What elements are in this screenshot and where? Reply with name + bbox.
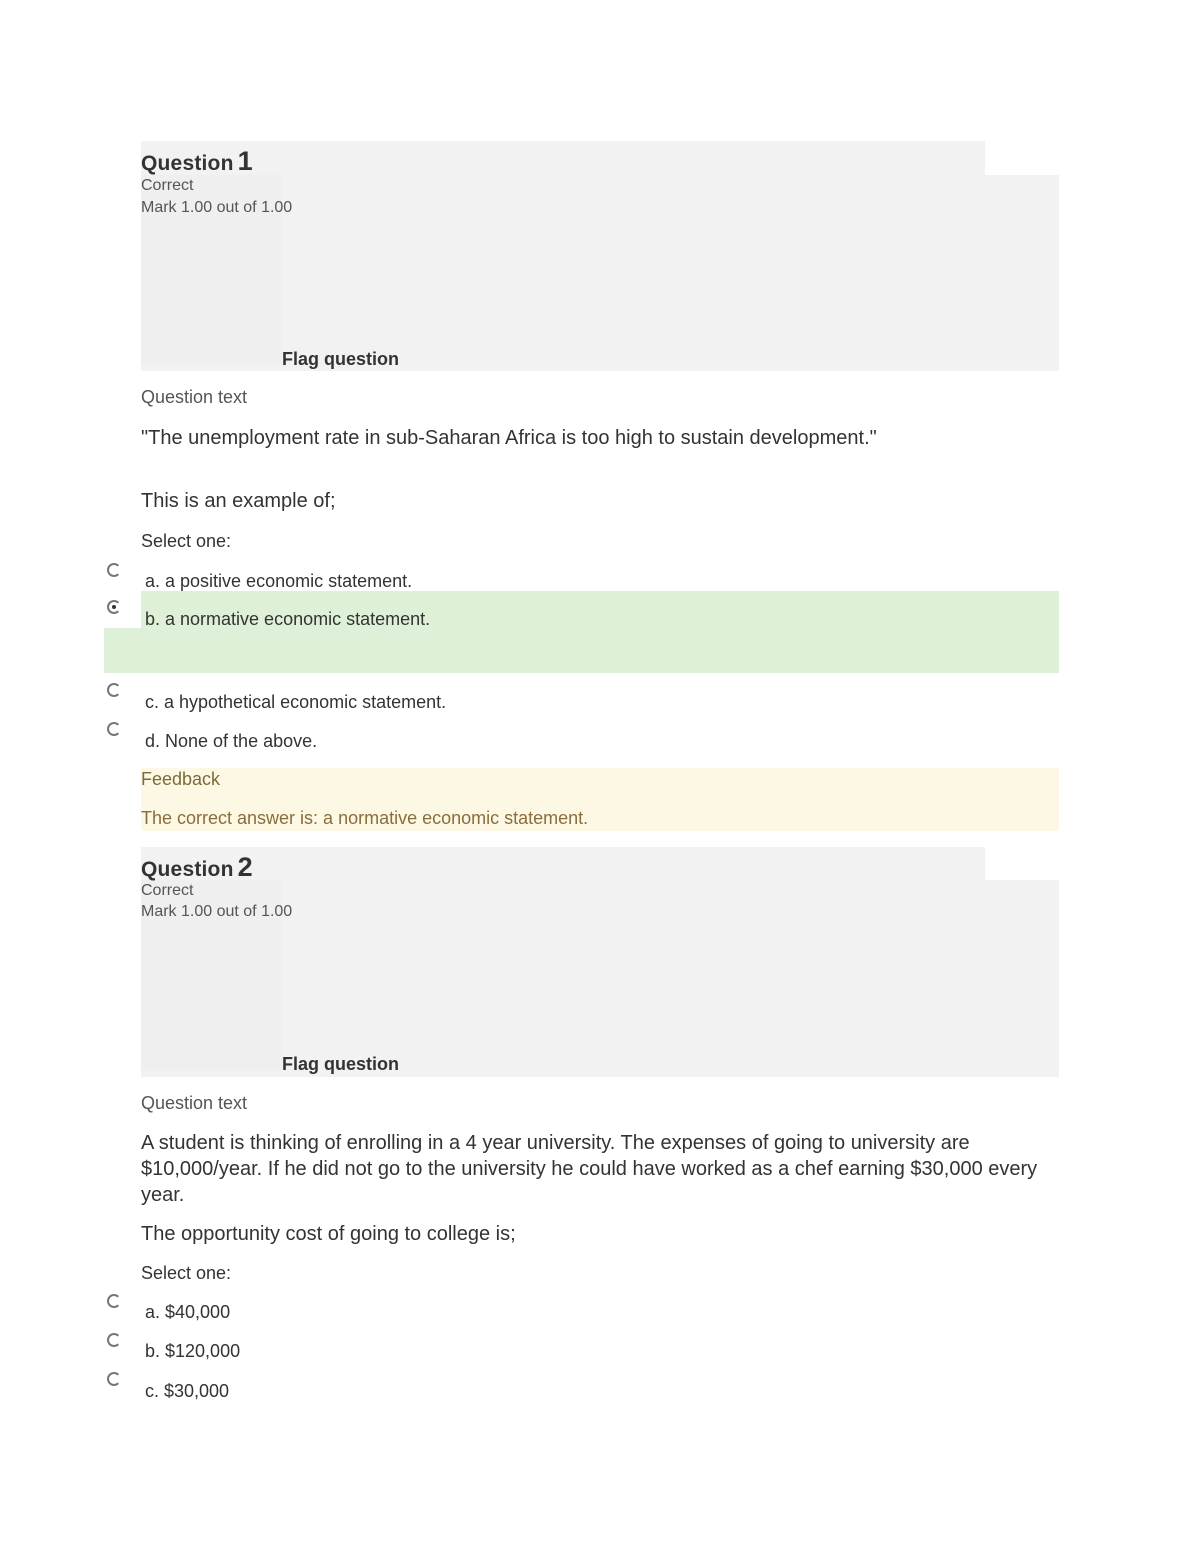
question-1-option-c-radio[interactable] xyxy=(107,683,121,697)
question-1-correct-answer-highlight xyxy=(104,591,1059,673)
question-2-flag-button[interactable]: Flag question xyxy=(282,1054,399,1074)
question-1-select-one-label: Select one: xyxy=(141,531,232,551)
question-2-info-header xyxy=(141,847,985,883)
question-2-option-c-label[interactable]: c. $30,000 xyxy=(145,1381,230,1401)
question-2-state: Correct xyxy=(141,882,194,899)
question-2-option-a-label[interactable]: a. $40,000 xyxy=(145,1302,231,1322)
question-1-option-a-radio[interactable] xyxy=(107,563,121,577)
question-2-grade: Mark 1.00 out of 1.00 xyxy=(141,903,293,920)
question-2-text-line-2: The opportunity cost of going to college is; xyxy=(141,1223,516,1245)
question-2-text-label: Question text xyxy=(141,1093,248,1113)
question-1-option-c-label[interactable]: c. a hypothetical economic statement. xyxy=(145,692,447,712)
question-2-text-paragraph: A student is thinking of enrolling in a 4 year university. The expenses of going to university are $10,000/year. If he did not go to the university he could have worked as a chef earning $30,000 every year. xyxy=(141,1132,1038,1206)
question-1-text-line-2: This is an example of; xyxy=(141,490,336,512)
question-number: 1 xyxy=(237,146,253,176)
question-1-info-header xyxy=(141,141,985,177)
question-1-flag-button[interactable]: Flag question xyxy=(282,349,399,369)
question-2-select-one-label: Select one: xyxy=(141,1263,232,1283)
question-1-option-b-radio[interactable] xyxy=(107,600,121,614)
question-1-option-a-label[interactable]: a. a positive economic statement. xyxy=(145,571,413,591)
question-1-text-line-1: "The unemployment rate in sub-Saharan Africa is too high to sustain development." xyxy=(141,427,877,449)
question-word: Question xyxy=(141,858,234,881)
question-2-title xyxy=(141,852,253,883)
question-1-option-d-radio[interactable] xyxy=(107,722,121,736)
question-1-state: Correct xyxy=(141,177,194,194)
question-1-option-b-label[interactable]: b. a normative economic statement. xyxy=(145,609,431,629)
question-1-title xyxy=(141,146,253,177)
question-1-feedback-text: The correct answer is: a normative economic statement. xyxy=(141,808,589,828)
question-1-feedback-label: Feedback xyxy=(141,769,221,789)
question-1-grade: Mark 1.00 out of 1.00 xyxy=(141,199,293,216)
question-number: 2 xyxy=(237,852,253,882)
question-2-option-b-radio[interactable] xyxy=(107,1333,121,1347)
question-2-option-c-radio[interactable] xyxy=(107,1372,121,1386)
question-2-option-b-label[interactable]: b. $120,000 xyxy=(145,1341,241,1361)
question-1-option-d-label[interactable]: d. None of the above. xyxy=(145,731,318,751)
question-1-text-label: Question text xyxy=(141,387,248,407)
question-word: Question xyxy=(141,152,234,175)
question-2-option-a-radio[interactable] xyxy=(107,1294,121,1308)
